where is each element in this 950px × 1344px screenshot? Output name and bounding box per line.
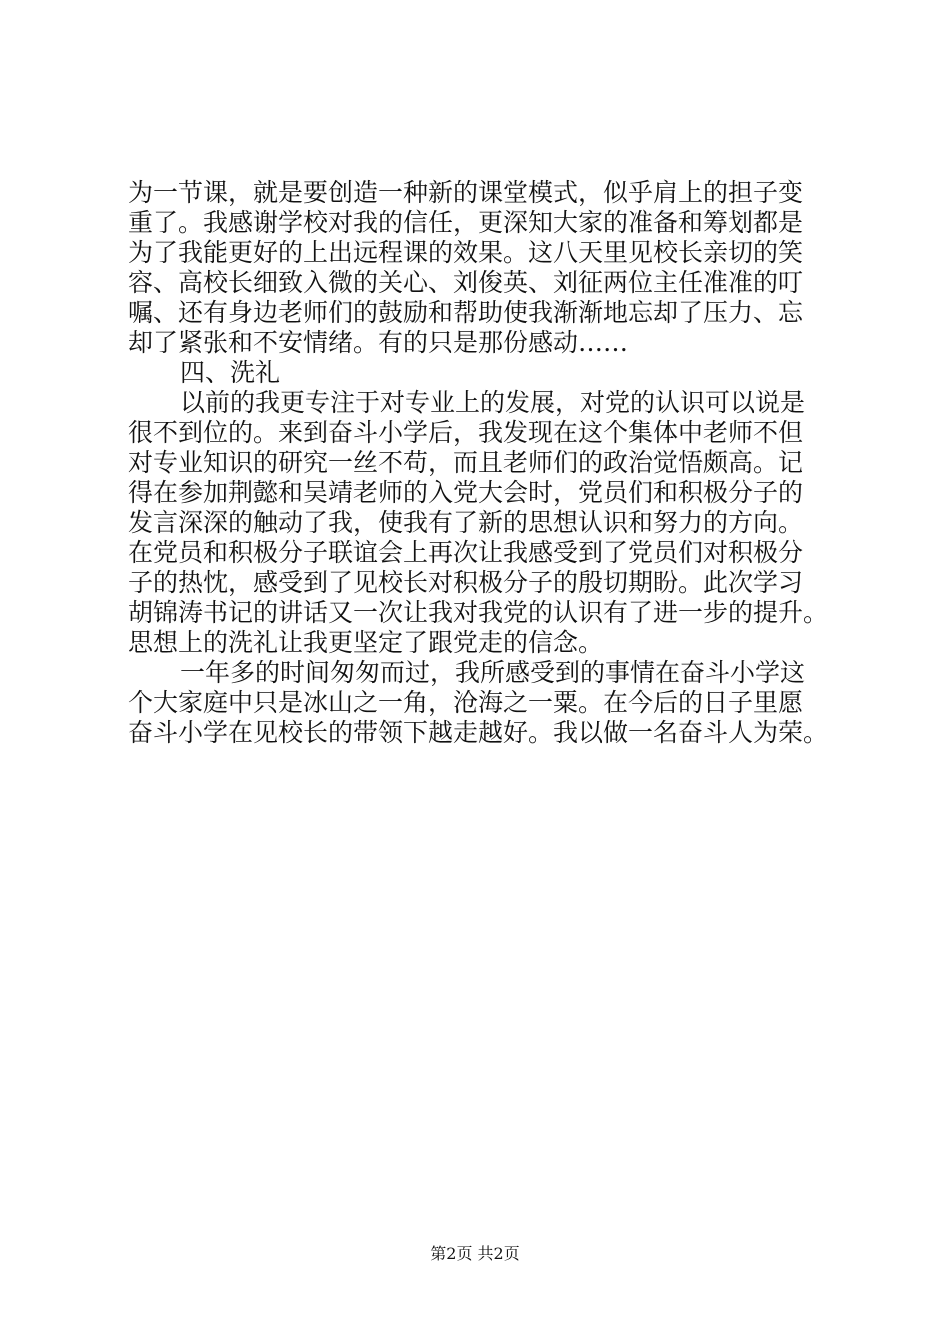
text-line: 对专业知识的研究一丝不苟，而且老师们的政治觉悟颇高。记 [128, 448, 804, 477]
text-line: 一年多的时间匆匆而过，我所感受到的事情在奋斗小学这 [180, 658, 806, 687]
text-line: 奋斗小学在见校长的带领下越走越好。我以做一名奋斗人为荣。 [128, 718, 829, 747]
text-line: 胡锦涛书记的讲话又一次让我对我党的认识有了进一步的提升。 [128, 598, 829, 627]
text-line: 以前的我更专注于对专业上的发展，对党的认识可以说是 [180, 388, 806, 417]
text-line: 为一节课，就是要创造一种新的课堂模式，似乎肩上的担子变 [128, 178, 804, 207]
body-text [128, 178, 840, 748]
text-line: 得在参加荆懿和吴靖老师的入党大会时，党员们和积极分子的 [128, 478, 804, 507]
text-line: 个大家庭中只是冰山之一角，沧海之一粟。在今后的日子里愿 [128, 688, 804, 717]
section-heading: 四、洗礼 [180, 358, 281, 387]
page-number-footer: 第2页 共2页 [430, 1244, 520, 1263]
text-line: 却了紧张和不安情绪。有的只是那份感动…… [128, 328, 629, 357]
text-line: 嘱、还有身边老师们的鼓励和帮助使我渐渐地忘却了压力、忘 [128, 298, 804, 327]
text-line: 在党员和积极分子联谊会上再次让我感受到了党员们对积极分 [128, 538, 804, 567]
text-line: 容、高校长细致入微的关心、刘俊英、刘征两位主任准准的叮 [128, 268, 804, 297]
text-line: 为了我能更好的上出远程课的效果。这八天里见校长亲切的笑 [128, 238, 804, 267]
text-line: 子的热忱，感受到了见校长对积极分子的殷切期盼。此次学习 [128, 568, 804, 597]
text-line: 重了。我感谢学校对我的信任，更深知大家的准备和筹划都是 [128, 208, 804, 237]
text-line: 很不到位的。来到奋斗小学后，我发现在这个集体中老师不但 [128, 418, 804, 447]
text-line: 思想上的洗礼让我更坚定了跟党走的信念。 [128, 628, 604, 657]
text-line: 发言深深的触动了我，使我有了新的思想认识和努力的方向。 [128, 508, 804, 537]
